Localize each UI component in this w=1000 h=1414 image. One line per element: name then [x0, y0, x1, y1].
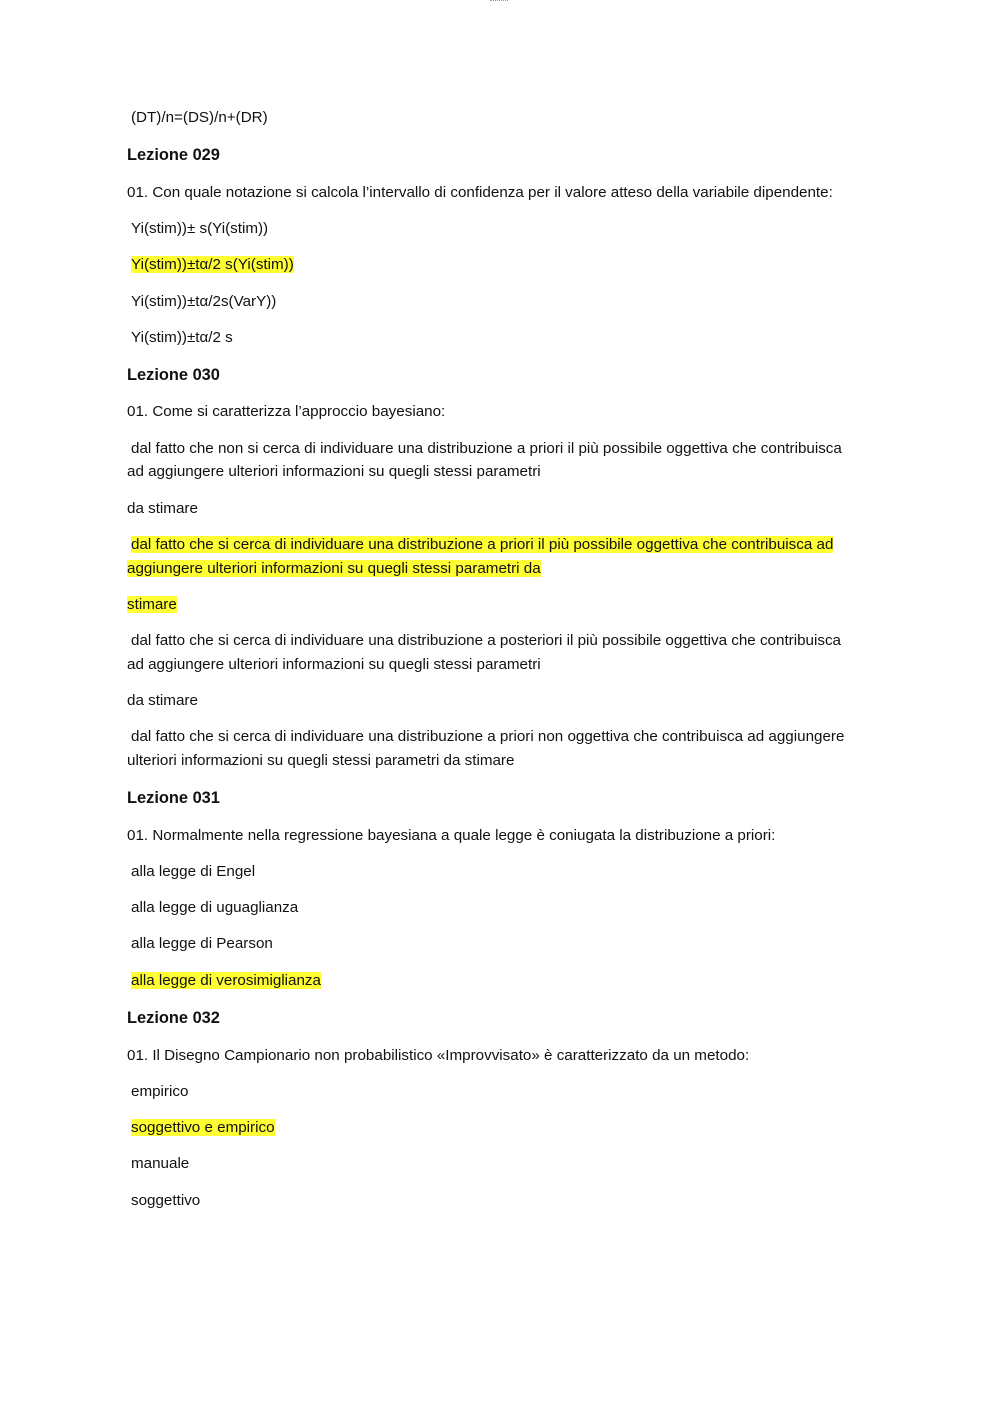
- answer-option-correct: [127, 1116, 871, 1140]
- page-top-mark: [490, 0, 508, 3]
- answer-option-correct-line: [127, 593, 867, 617]
- highlight: stimare: [127, 596, 177, 613]
- lesson-heading-030: Lezione 030: [127, 366, 220, 384]
- formula-line: (DT)/n=(DS)/n+(DR): [131, 109, 268, 126]
- highlight: aggiungere ulteriori informazioni su quegli stessi parametri da: [127, 560, 541, 577]
- answer-option-line: dal fatto che si cerca di individuare una distribuzione a priori non oggettiva che contribuisca ad aggiungere: [131, 728, 845, 745]
- answer-option-line: da stimare: [127, 500, 198, 517]
- answer-option: Yi(stim))±tα/2s(VarY)): [131, 293, 277, 310]
- answer-option-correct-line: [127, 557, 867, 581]
- answer-option: alla legge di Pearson: [131, 935, 273, 952]
- question-029-01: 01. Con quale notazione si calcola l’intervallo di confidenza per il valore atteso della variabile dipendente:: [127, 184, 833, 201]
- highlight: Yi(stim))±tα/2 s(Yi(stim)): [131, 256, 294, 273]
- answer-option-line: dal fatto che si cerca di individuare una distribuzione a posteriori il più possibile oggettiva che contribuisca: [131, 632, 841, 649]
- answer-option: Yi(stim))±tα/2 s: [131, 329, 233, 346]
- answer-option-correct: [127, 969, 871, 993]
- answer-option-correct: [127, 253, 871, 277]
- answer-option-line: da stimare: [127, 692, 198, 709]
- highlight: soggettivo e empirico: [131, 1119, 275, 1136]
- highlight: alla legge di verosimiglianza: [131, 972, 321, 989]
- answer-option-line: ulteriori informazioni su quegli stessi parametri da stimare: [127, 752, 515, 769]
- lesson-heading-029: Lezione 029: [127, 146, 220, 164]
- question-032-01: 01. Il Disegno Campionario non probabilistico «Improvvisato» è caratterizzato da un metodo:: [127, 1047, 750, 1064]
- highlight: dal fatto che si cerca di individuare una distribuzione a priori il più possibile oggettiva che contribuisca ad: [131, 536, 834, 553]
- lesson-heading-031: Lezione 031: [127, 789, 220, 807]
- answer-option: manuale: [131, 1155, 190, 1172]
- answer-option: empirico: [131, 1083, 189, 1100]
- answer-option: alla legge di Engel: [131, 863, 256, 880]
- answer-option: Yi(stim))± s(Yi(stim)): [131, 220, 269, 237]
- lesson-heading-032: Lezione 032: [127, 1009, 220, 1027]
- answer-option-line: dal fatto che non si cerca di individuare una distribuzione a priori il più possibile oggettiva che contribuisca: [131, 440, 842, 457]
- answer-option-line: ad aggiungere ulteriori informazioni su quegli stessi parametri: [127, 463, 541, 480]
- question-031-01: 01. Normalmente nella regressione bayesiana a quale legge è coniugata la distribuzione a priori:: [127, 827, 776, 844]
- answer-option: alla legge di uguaglianza: [131, 899, 299, 916]
- answer-option: soggettivo: [131, 1192, 201, 1209]
- question-030-01: 01. Come si caratterizza l’approccio bayesiano:: [127, 403, 446, 420]
- answer-option-correct-line: [127, 533, 871, 557]
- answer-option-line: ad aggiungere ulteriori informazioni su quegli stessi parametri: [127, 656, 541, 673]
